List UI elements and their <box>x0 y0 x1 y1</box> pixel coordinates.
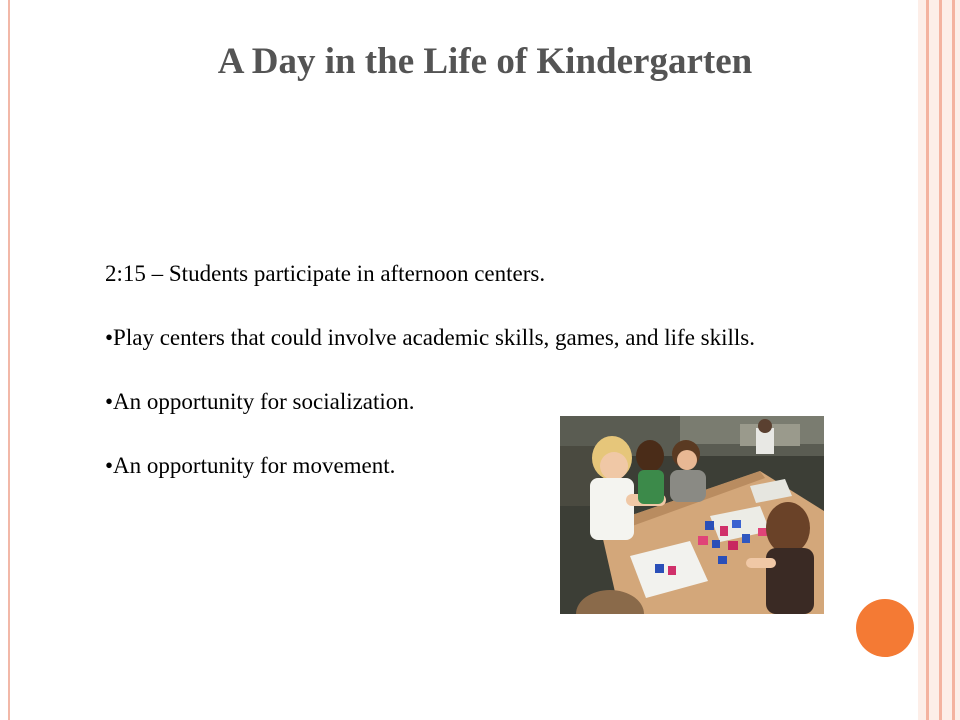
bullet-socialization: •An opportunity for socialization. <box>105 389 415 414</box>
left-border-line <box>8 0 10 720</box>
right-border-line-3 <box>952 0 955 720</box>
right-border-line-2 <box>939 0 942 720</box>
orange-circle-decoration <box>856 599 914 657</box>
slide-title: A Day in the Life of Kindergarten <box>217 41 753 82</box>
bullet-play-centers: •Play centers that could involve academic skills, games, and life skills. <box>105 325 755 350</box>
bullet-movement: •An opportunity for movement. <box>105 453 396 478</box>
right-border-line-1 <box>926 0 929 720</box>
time-line: 2:15 – Students participate in afternoon centers. <box>105 261 546 286</box>
classroom-photo <box>560 416 824 614</box>
right-border-band <box>918 0 960 720</box>
